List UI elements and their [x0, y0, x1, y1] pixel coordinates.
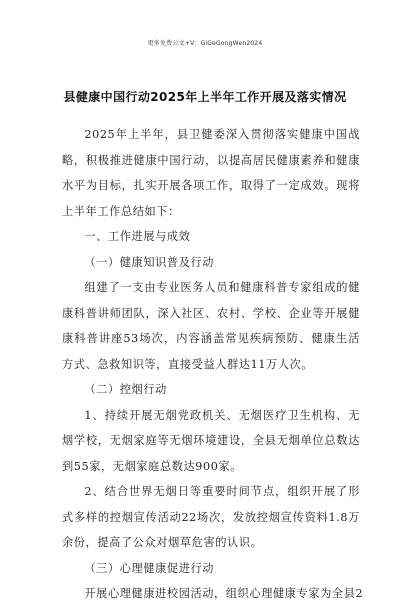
subsection-2-heading: （二）控烟行动: [84, 383, 167, 396]
subsection-3-heading: （三）心理健康促进行动: [84, 561, 215, 575]
header-note: 更多免费公文+V：GiGeGongWen2024: [147, 40, 263, 47]
subsection-3-paragraph: 开展心理健康进校园活动，组织心理健康专家为全县2: [84, 587, 364, 600]
document-body: [62, 122, 364, 607]
subsection-2-paragraph-2: 2、结合世界无烟日等重要时间节点，组织开展了形式多样的控烟宣传活动22场次，发放控烟宣传资料1.8万余份，提高了公众对烟草危害的认识。: [62, 485, 360, 549]
subsection-2-paragraph-1: 1、持续开展无烟党政机关、无烟医疗卫生机构、无烟学校，无烟家庭等无烟环境建设，全县无烟单位总数达到55家，无烟家庭总数达900家。: [62, 408, 360, 473]
document-title: 县健康中国行动2025年上半年工作开展及落实情况: [63, 90, 347, 104]
intro-paragraph: 2025年上半年，县卫健委深入贯彻落实健康中国战略，积极推进健康中国行动，以提高居民健康素养和健康水平为目标，扎实开展各项工作，取得了一定成效。现将上半年工作总结如下：: [62, 128, 360, 218]
section-1-heading: 一、工作进展与成效: [84, 230, 191, 243]
subsection-1-heading: （一）健康知识普及行动: [84, 255, 215, 269]
subsection-1-paragraph: 组建了一支由专业医务人员和健康科普专家组成的健康科普讲师团队，深入社区、农村、学校、企业等开展健康科普讲座53场次，内容涵盖常见疾病预防、健康生活方式、急救知识等，直接受益人群达11万人次。: [62, 281, 360, 371]
